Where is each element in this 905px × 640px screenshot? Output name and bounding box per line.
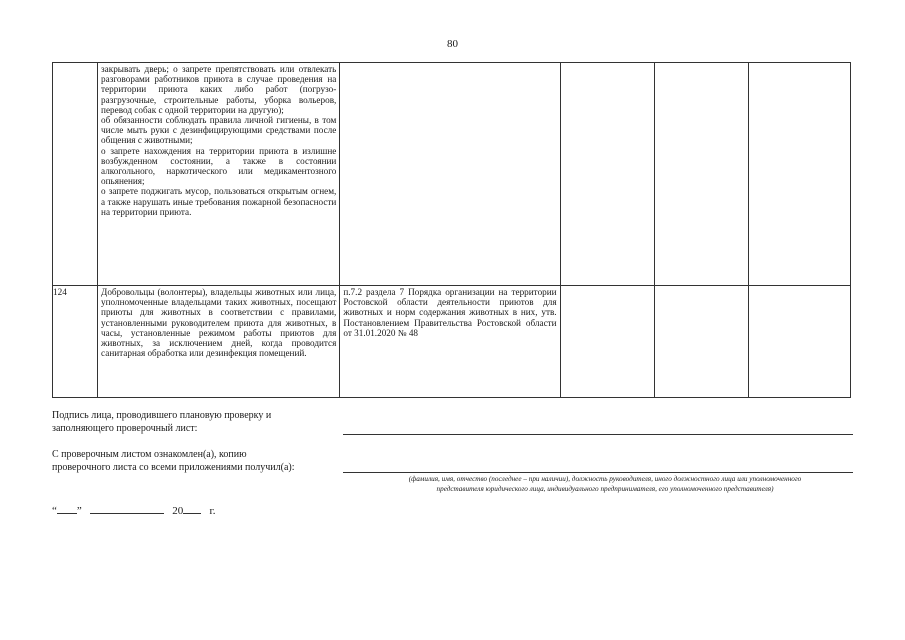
inspector-signature-line[interactable] bbox=[343, 434, 853, 435]
answer-na-cell[interactable] bbox=[748, 63, 850, 286]
acquainted-signature-line[interactable] bbox=[343, 472, 853, 473]
requirement-paragraph: о запрете поджигать мусор, пользоваться открытым огнем, а также нарушать иные требования пожарной безопасности на территории приюта. bbox=[101, 186, 337, 217]
acquainted-label: С проверочным листом ознакомлен(а), копию проверочного листа со всеми приложениями получил(а): bbox=[52, 449, 295, 473]
date-open-quote: “ bbox=[52, 505, 57, 517]
requirement-cell bbox=[98, 63, 340, 286]
day-blank[interactable] bbox=[57, 503, 77, 514]
month-blank[interactable] bbox=[90, 503, 164, 514]
year-blank[interactable] bbox=[183, 503, 201, 514]
date-close-quote: ” bbox=[76, 505, 82, 517]
year-suffix: г. bbox=[209, 505, 216, 517]
requirement-cell bbox=[98, 286, 340, 398]
table-row bbox=[53, 286, 851, 398]
answer-no-cell[interactable] bbox=[654, 286, 748, 398]
answer-yes-cell[interactable] bbox=[560, 63, 654, 286]
year-prefix: 20 bbox=[172, 505, 184, 517]
checklist-table bbox=[52, 62, 851, 398]
reference-cell bbox=[340, 63, 560, 286]
row-number-cell bbox=[53, 63, 98, 286]
table-row bbox=[53, 63, 851, 286]
row-number-cell: 124 bbox=[53, 286, 98, 398]
requirement-paragraph: закрывать дверь; о запрете препятствовать или отвлекать разговорами работников приюта в случае проведения на территории приюта каких либо работ (погрузо-разгрузочные, строительные работы, уборка вольеров, перевод собак с одной территории на другую); bbox=[101, 64, 337, 115]
answer-no-cell[interactable] bbox=[654, 63, 748, 286]
requirement-paragraph: Добровольцы (волонтеры), владельцы животных или лица, уполномоченные владельцами таких животных, посещают приюты для животных в соответствии с правилами, установленными руководителем приюта для животных, в часы, установленные режимом работы приютов для животных, за исключением дней, когда проводится санитарная обработка или дезинфекция помещений. bbox=[101, 287, 337, 359]
requirement-paragraph: об обязанности соблюдать правила личной гигиены, в том числе мыть руки с дезинфицирующими средствами после общения с животными; bbox=[101, 115, 337, 146]
page-number: 80 bbox=[447, 38, 458, 50]
reference-cell bbox=[340, 286, 560, 398]
inspector-signature-label: Подпись лица, проводившего плановую проверку и заполняющего проверочный лист: bbox=[52, 410, 272, 434]
requirement-paragraph: о запрете нахождения на территории приюта в излишне возбужденном состоянии, а также в состоянии алкогольного, наркотического или медикаментозного опьянения; bbox=[101, 145, 337, 187]
reference-paragraph: п.7.2 раздела 7 Порядка организации на территории Ростовской области деятельности приютов для животных и норм содержания животных в них, утв. Постановлением Правительства Ростовской области от 31.01.2020 № 48 bbox=[343, 287, 557, 338]
signature-caption: (фамилия, имя, отчество (последнее – при наличии), должность руководителя, иного должностного лица или уполномоченного представителя юридического лица, индивидуального предпринимателя, его уполномоченного представителя) bbox=[408, 475, 802, 493]
answer-yes-cell[interactable] bbox=[560, 286, 654, 398]
answer-na-cell[interactable] bbox=[748, 286, 850, 398]
date-field[interactable] bbox=[52, 503, 216, 517]
